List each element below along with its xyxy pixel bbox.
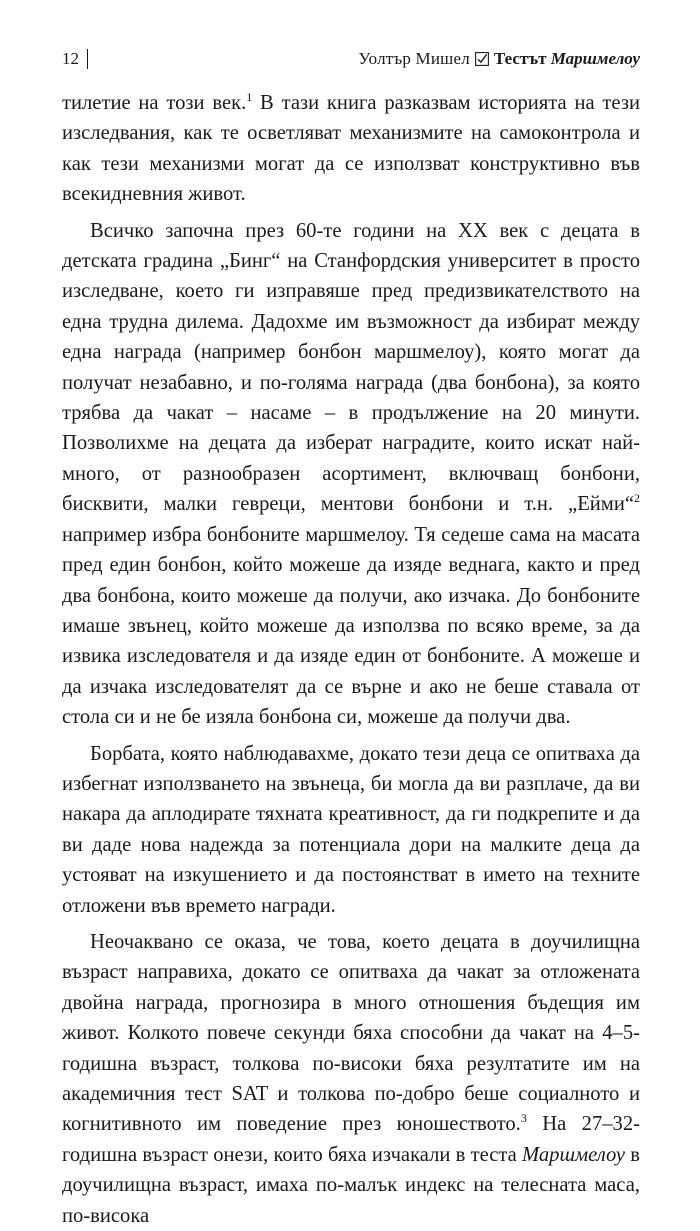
book-title-main: Тестът <box>493 49 547 68</box>
checkbox-check-icon <box>475 52 489 66</box>
paragraph-4-text-a: Неочаквано се оказа, че това, което децата в доучилищна възраст направиха, докато се опитваха да чакат за отложената двойна награда, прогнозира в много отношения бъдещия им живот. Колкото повече секунди бяха способни да чакат на 4–5-годишна възраст, толкова по-високи бяха резултатите им на академичния тест SAT и толкова по-добро беше социалното и когнитивното им поведение през юношеството. <box>62 930 640 1136</box>
footnote-ref-1[interactable]: 1 <box>246 90 253 105</box>
header-left <box>62 49 88 69</box>
running-header <box>62 46 640 72</box>
paragraph-2-text-a: Всичко започна през 60-те години на XX век с децата в детската градина „Бинг“ на Станфордския университет в просто изследване, което ги изправяше пред предизвикателството на една трудна дилема. Дадохме им възможност да избират между една награда (например бонбон маршмелоу), която могат да получат незабавно, и по-голяма награда (два бонбона), за която трябва да чакат – насаме – в продължение на 20 минути. Позволихме на децата да изберат наградите, които искат най-много, от разнообразен асортимент, включващ бонбони, бисквити, малки геврeци, ментови бонбони и т.н. „Ейми“ <box>62 219 640 516</box>
book-title <box>494 49 640 69</box>
paragraph-1-text-b: В тази книга разказвам историята на тези изследвания, как те осветляват механизмите на самоконтрола и как тези механизми могат да се използват конструктивно във всекидневния живот. <box>62 92 640 206</box>
header-divider <box>87 49 88 69</box>
paragraph-2 <box>62 216 640 733</box>
footnote-ref-3[interactable]: 3 <box>520 1111 527 1126</box>
paragraph-1-text-a: тилетие на този век. <box>62 92 247 114</box>
page-number: 12 <box>62 49 79 68</box>
footnote-ref-2[interactable]: 2 <box>633 491 640 506</box>
author-name: Уолтър Мишел <box>358 49 470 68</box>
paragraph-2-text-b: например избра бонбоните маршмелоу. Тя седеше сама на масата пред един бонбон, който можеше да изяде веднага, както и пред два бонбона, които можеше да получи, ако изчака. До бонбоните имаше звънец, който можеше да използва по всяко време, за да извика изследователя и да изяде един от бонбоните. А можеше и да изчака изследователят да се върне и ако не беше ставала от стола си и не бе изяла бонбона си, можеше да получи два. <box>62 523 640 729</box>
body-text <box>62 88 640 1231</box>
paragraph-3: Борбата, която наблюдавахме, докато тези деца се опитваха да избегнат използването на звънеца, би могла да ви разплаче, да ви накара да аплодирате тяхната креативност, да ги подкрепите и да ви даде нова надежда за потенциала дори на малките деца да устояват на изкушението и да постоянстват в името на техните отложени във времето награди. <box>62 742 640 917</box>
book-title-italic: Маршмелоу <box>550 49 640 68</box>
paragraph-4-text-c: в доучилищна възраст, имаха по-малък индекс на телесната маса, по-висока <box>62 1143 641 1227</box>
header-right <box>358 49 640 69</box>
paragraph-1 <box>62 88 640 210</box>
paragraph-4-italic-title: Маршмелоу <box>522 1143 626 1166</box>
paragraph-4 <box>62 927 640 1231</box>
paragraph-4-text-b: На 27–32-годишна възраст онези, които бяха изчакали в теста <box>62 1113 641 1166</box>
